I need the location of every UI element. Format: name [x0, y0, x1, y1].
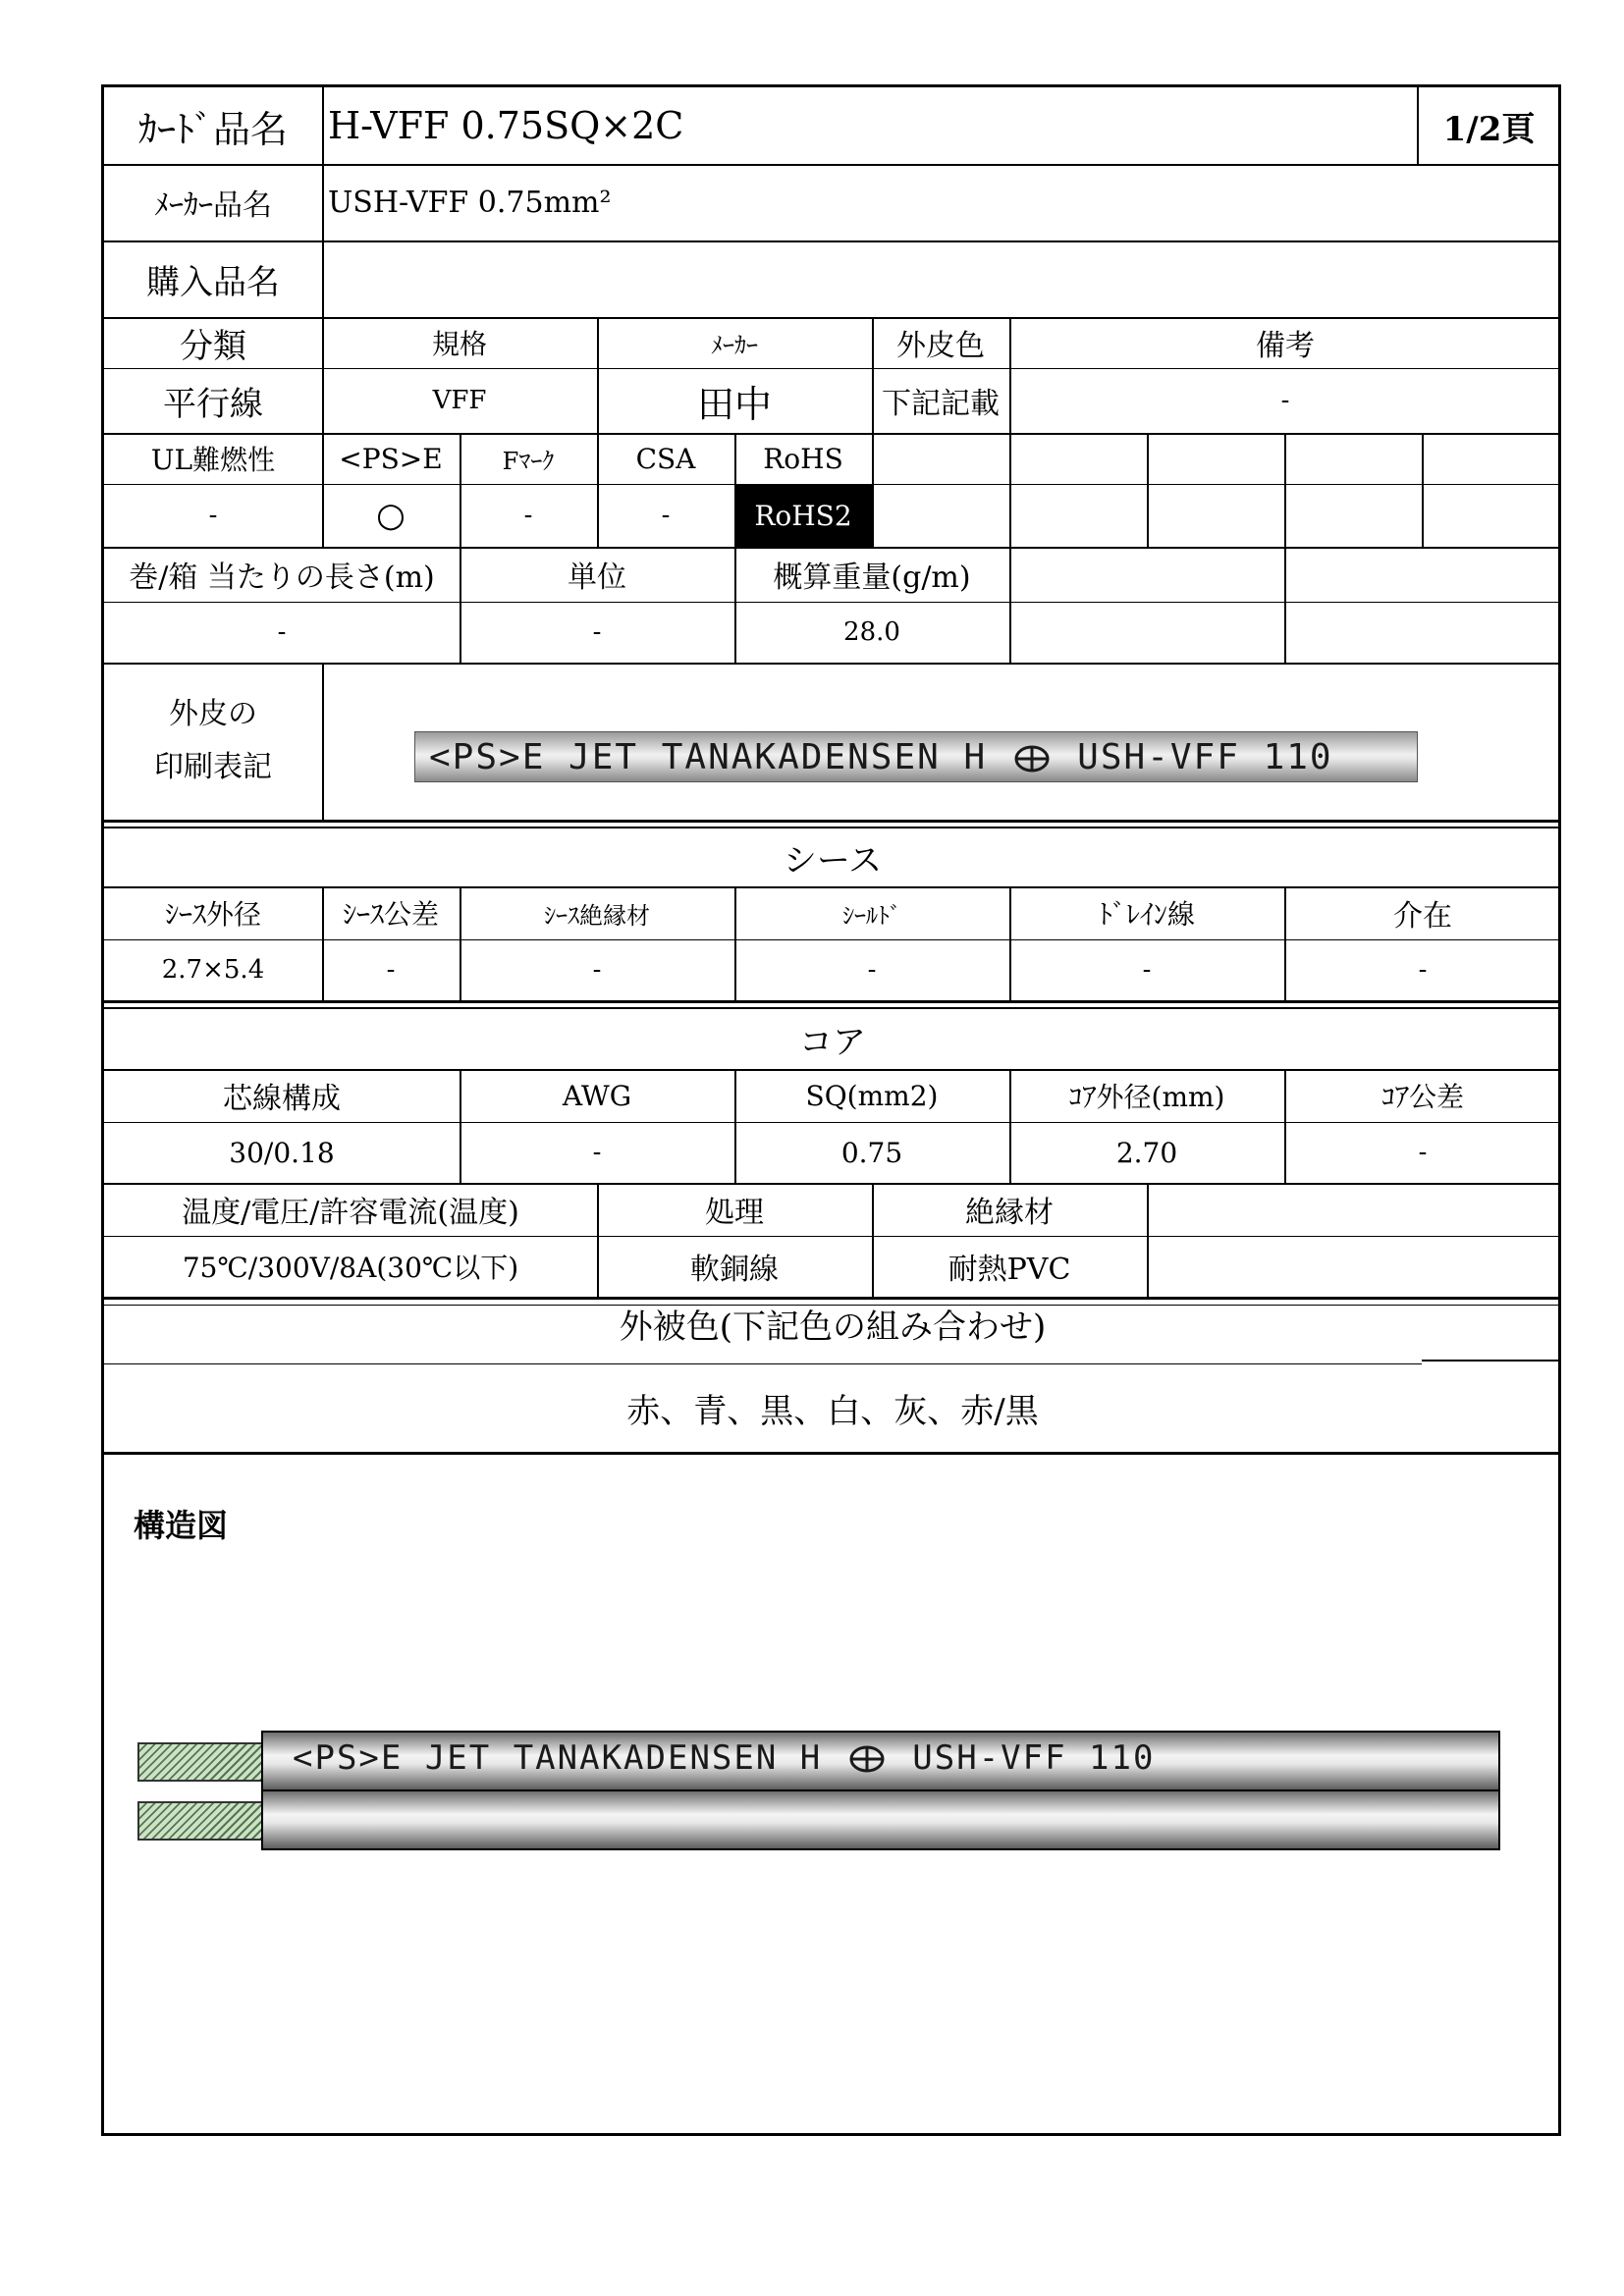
conductor-strand-top — [137, 1742, 265, 1782]
jacket-color-header: 外皮色 — [896, 329, 985, 363]
jacket-print-text-a: <PS>E JET TANAKADENSEN H — [293, 1738, 823, 1778]
sq-header: SQ(mm2) — [805, 1079, 939, 1112]
remarks-value: - — [1280, 386, 1290, 415]
colors-value: 赤、青、黒、白、灰、赤/黒 — [626, 1391, 1039, 1431]
card-name-value: H-VFF 0.75SQ×2C — [328, 104, 684, 147]
print-marking-label-line2: 印刷表記 — [154, 750, 272, 784]
jacket-print-text — [293, 1738, 1155, 1778]
print-marking-label-line1: 外皮の — [169, 697, 257, 731]
jacket-color-value: 下記記載 — [882, 387, 1000, 421]
classification-value: 平行線 — [163, 384, 263, 424]
weight-value: 28.0 — [843, 617, 900, 647]
conductor-construction-header: 芯線構成 — [223, 1082, 341, 1116]
classification-header: 分類 — [180, 326, 246, 366]
standard-value: VFF — [432, 386, 487, 415]
length-value: - — [277, 617, 287, 647]
sheath-tolerance-value: - — [386, 955, 396, 985]
cable-jacket-bottom — [261, 1789, 1500, 1850]
standard-header: 規格 — [431, 328, 487, 360]
purchase-name-value — [322, 240, 1561, 317]
maker-name-label: ﾒｰｶｰ品名 — [154, 188, 272, 223]
print-marking-bar — [414, 731, 1418, 782]
treatment-header: 処理 — [705, 1196, 764, 1230]
card-name-label: ｶｰﾄﾞ品名 — [137, 107, 288, 151]
unit-header: 単位 — [568, 561, 626, 595]
rating-value: 75℃/300V/8A(30℃以下) — [182, 1252, 519, 1284]
sheath-tolerance-header: ｼｰｽ公差 — [342, 898, 439, 931]
csa-header: CSA — [635, 442, 696, 475]
maker-name-value: USH-VFF 0.75mm² — [328, 185, 612, 220]
purchase-name-label: 購入品名 — [146, 262, 280, 302]
print-marking-text-b: USH-VFF 110 — [1077, 736, 1333, 777]
treatment-value: 軟銅線 — [690, 1253, 779, 1287]
maker-header: ﾒｰｶｰ — [711, 331, 758, 359]
rohs-value-badge: RoHS2 — [734, 484, 872, 547]
core-section-title: コア — [799, 1022, 866, 1062]
ul-flame-header: UL難燃性 — [150, 444, 276, 476]
spec-sheet — [101, 84, 1561, 2136]
f-mark-value: - — [523, 501, 533, 530]
core-tolerance-value: - — [1418, 1138, 1428, 1167]
sheath-insulation-value: - — [592, 955, 602, 985]
jet-mark-icon — [849, 1743, 885, 1773]
structure-diagram-title: 構造図 — [134, 1507, 229, 1544]
insulation-value: 耐熱PVC — [947, 1253, 1071, 1287]
pse-header: <PS>E — [339, 442, 443, 475]
conductor-strand-bottom — [137, 1801, 265, 1841]
jet-mark-icon — [1014, 742, 1050, 772]
print-marking-label — [104, 663, 322, 820]
shield-value: - — [867, 955, 877, 985]
sq-value: 0.75 — [840, 1136, 903, 1169]
f-mark-header: Fﾏｰｸ — [502, 447, 555, 475]
filler-header: 介在 — [1393, 899, 1452, 934]
awg-value: - — [592, 1138, 602, 1167]
drain-wire-header: ﾄﾞﾚｲﾝ線 — [1098, 898, 1195, 931]
jacket-print-text-b: USH-VFF 110 — [912, 1738, 1156, 1778]
print-marking-text — [415, 737, 1333, 777]
unit-value: - — [592, 617, 602, 647]
weight-header: 概算重量(g/m) — [773, 561, 971, 595]
drain-wire-value: - — [1142, 955, 1152, 985]
colors-title: 外被色(下記色の組み合わせ) — [619, 1307, 1047, 1346]
insulation-header: 絶縁材 — [965, 1196, 1054, 1230]
page-number: 1/2頁 — [1442, 109, 1536, 149]
conductor-construction-value: 30/0.18 — [229, 1136, 335, 1169]
csa-value: - — [661, 501, 671, 530]
core-od-value: 2.70 — [1115, 1136, 1178, 1169]
print-marking-text-a: <PS>E JET TANAKADENSEN H — [429, 736, 988, 777]
rohs-header: RoHS — [763, 442, 843, 475]
maker-value: 田中 — [696, 382, 772, 426]
ul-flame-value: - — [208, 501, 218, 530]
rating-header: 温度/電圧/許容電流(温度) — [182, 1196, 519, 1230]
filler-value: - — [1418, 955, 1428, 985]
cable-jacket-top — [261, 1731, 1500, 1791]
shield-header: ｼｰﾙﾄﾞ — [842, 901, 901, 930]
remarks-header: 備考 — [1256, 329, 1315, 363]
core-tolerance-header: ｺｱ公差 — [1380, 1081, 1464, 1113]
sheath-od-value: 2.7×5.4 — [161, 955, 265, 985]
pse-value: ○ — [376, 496, 406, 535]
awg-header: AWG — [562, 1079, 632, 1112]
core-od-header: ｺｱ外径(mm) — [1068, 1081, 1225, 1113]
sheath-od-header: ｼｰｽ外径 — [164, 898, 261, 931]
sheath-section-title: シース — [783, 840, 883, 881]
length-header: 巻/箱 当たりの長さ(m) — [129, 561, 435, 595]
sheath-insulation-header: ｼｰｽ絶縁材 — [544, 901, 650, 930]
